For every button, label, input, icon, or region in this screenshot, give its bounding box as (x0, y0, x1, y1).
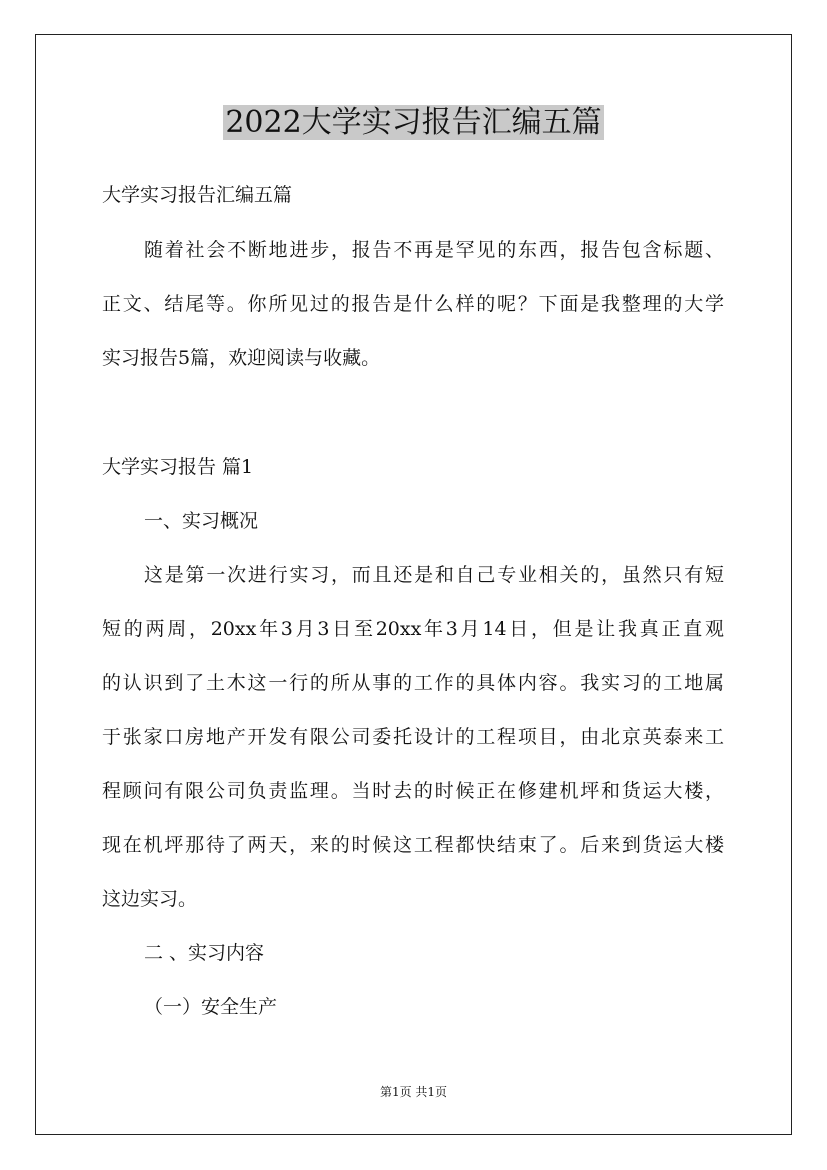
body-line-7: 这边实习。 (102, 888, 198, 910)
heading-overview: 一、实习概况 (144, 510, 259, 532)
body-line-3: 的认识到了土木这一行的所从事的工作的具体内容。我实习的工地属 (102, 672, 724, 694)
body-line-5: 程顾问有限公司负责监理。当时去的时候正在修建机坪和货运大楼， (102, 780, 724, 802)
intro-line-1: 随着社会不断地进步，报告不再是罕见的东西，报告包含标题、 (144, 239, 724, 261)
intro-line-3: 实习报告5篇，欢迎阅读与收藏。 (102, 347, 381, 369)
document-title (0, 101, 827, 145)
heading-content: 二 、实习内容 (144, 942, 265, 964)
document-title-text: 2022大学实习报告汇编五篇 (225, 105, 602, 140)
body-line-2: 短的两周，20xx年3月3日至20xx年3月14日，但是让我真正直观 (102, 618, 724, 640)
body-line-6: 现在机坪那待了两天，来的时候这工程都快结束了。后来到货运大楼 (102, 834, 724, 856)
intro-line-2: 正文、结尾等。你所见过的报告是什么样的呢？下面是我整理的大学 (102, 293, 724, 315)
document-subtitle: 大学实习报告汇编五篇 (102, 184, 293, 206)
body-line-1: 这是第一次进行实习，而且还是和自己专业相关的，虽然只有短 (144, 564, 724, 586)
section-heading: 大学实习报告 篇1 (102, 456, 254, 478)
body-line-4: 于张家口房地产开发有限公司委托设计的工程项目，由北京英泰来工 (102, 726, 724, 748)
page-footer: 第1页 共1页 (379, 1085, 448, 1099)
heading-safety: （一）安全生产 (144, 996, 278, 1018)
